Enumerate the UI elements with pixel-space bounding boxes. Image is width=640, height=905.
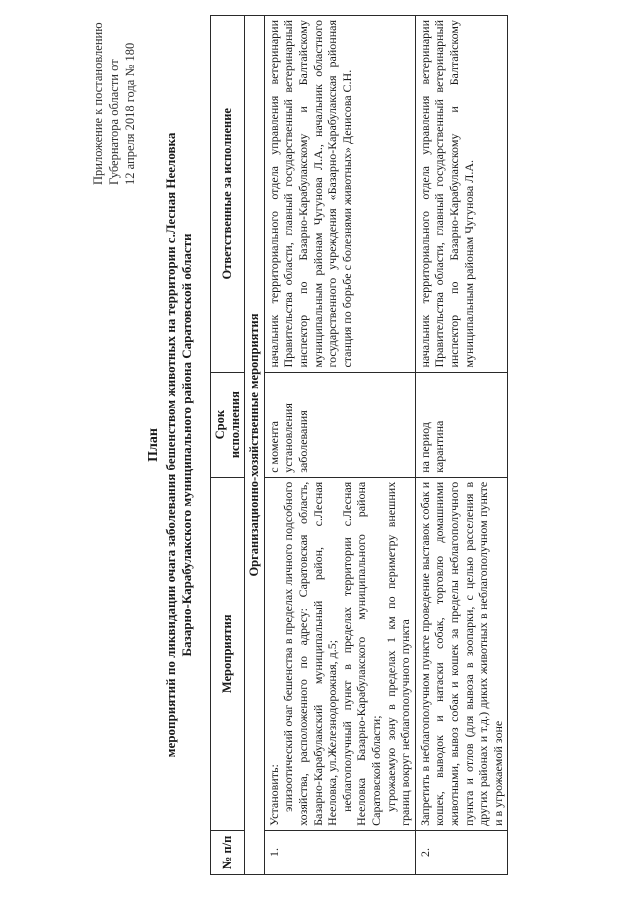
table-row xyxy=(415,16,508,875)
responsible-text: начальник территориального отдела управления ветеринарии Правительства области, главный государственный ветеринарный инспектор по Базарно-Карабулакскому и Балтайскому муниципальным районам Чугунова Л.А., начальник областного государственного учреждения «Базарно-Карабулакская районная станция по борьбе с болезнями животных» Денисова С.Н. xyxy=(266,20,354,368)
title-line-1: мероприятий по ликвидации очага заболевания бешенством животных на территории с.Лесная Нееловка xyxy=(163,132,178,758)
row-num: 2. xyxy=(415,830,508,874)
header-activity: Мероприятия xyxy=(211,477,245,830)
title-line-2: Базарно-Карабулакского муниципального района Саратовской области xyxy=(179,233,194,657)
row-num: 1. xyxy=(264,830,415,874)
row-activity xyxy=(264,477,415,830)
responsible-text: начальник территориального отдела управления ветеринарии Правительства области, главный государственный ветеринарный инспектор по Базарно-Карабулакскому и Балтайскому муниципальным районам Чугунова Л.А. xyxy=(417,20,476,368)
section-row xyxy=(245,16,265,875)
activity-paragraph: Запретить в неблагополучном пункте проведение выставок собак и кошек, выводок и натаски собак, торговлю домашними животными, вывоз собак и кошек за пределы неблагополучного пункта и отлов (для вывоза в зоопарки, с целью расселения в других районах и т.д.) диких животных в неблагополучном пункте и в угрожаемой зоне xyxy=(417,481,505,826)
table-header-row xyxy=(211,16,245,875)
table-row xyxy=(264,16,415,875)
row-responsible xyxy=(415,16,508,373)
activity-paragraph: эпизоотический очаг бешенства в пределах личного подсобного хозяйства, расположенного по адресу: Саратовская область, Базарно-Карабулакский муниципальный район, с.Лесная Нееловка, ул.Железнодорожная, д.5; xyxy=(281,481,340,826)
activity-paragraph: неблагополучный пункт в пределах территории с.Лесная Нееловка Базарно-Карабулакского муниципального района Саратовской области; xyxy=(339,481,383,826)
activity-paragraph: угрожаемую зону в пределах 1 км по периметру внешних границ вокруг неблагополучного пункта xyxy=(383,481,413,826)
section-title: Организационно-хозяйственные мероприятия xyxy=(245,16,265,875)
row-term: с момента установления заболевания xyxy=(264,372,415,477)
appendix-line-2: Губернатора области от xyxy=(107,59,121,185)
activity-intro: Установить: xyxy=(266,764,281,826)
plan-table xyxy=(210,15,508,875)
header-responsible: Ответственные за исполнение xyxy=(211,16,245,373)
header-num: № п/п xyxy=(211,830,245,874)
document-title xyxy=(146,125,195,765)
row-term: на период карантина xyxy=(415,372,508,477)
row-responsible xyxy=(264,16,415,373)
row-activity xyxy=(415,477,508,830)
appendix-line-3: 12 апреля 2018 года № 180 xyxy=(123,42,137,185)
appendix-note xyxy=(90,0,138,185)
header-term: Срок исполнения xyxy=(211,372,245,477)
title-plan: План xyxy=(146,428,161,462)
appendix-line-1: Приложение к постановлению xyxy=(91,22,105,185)
